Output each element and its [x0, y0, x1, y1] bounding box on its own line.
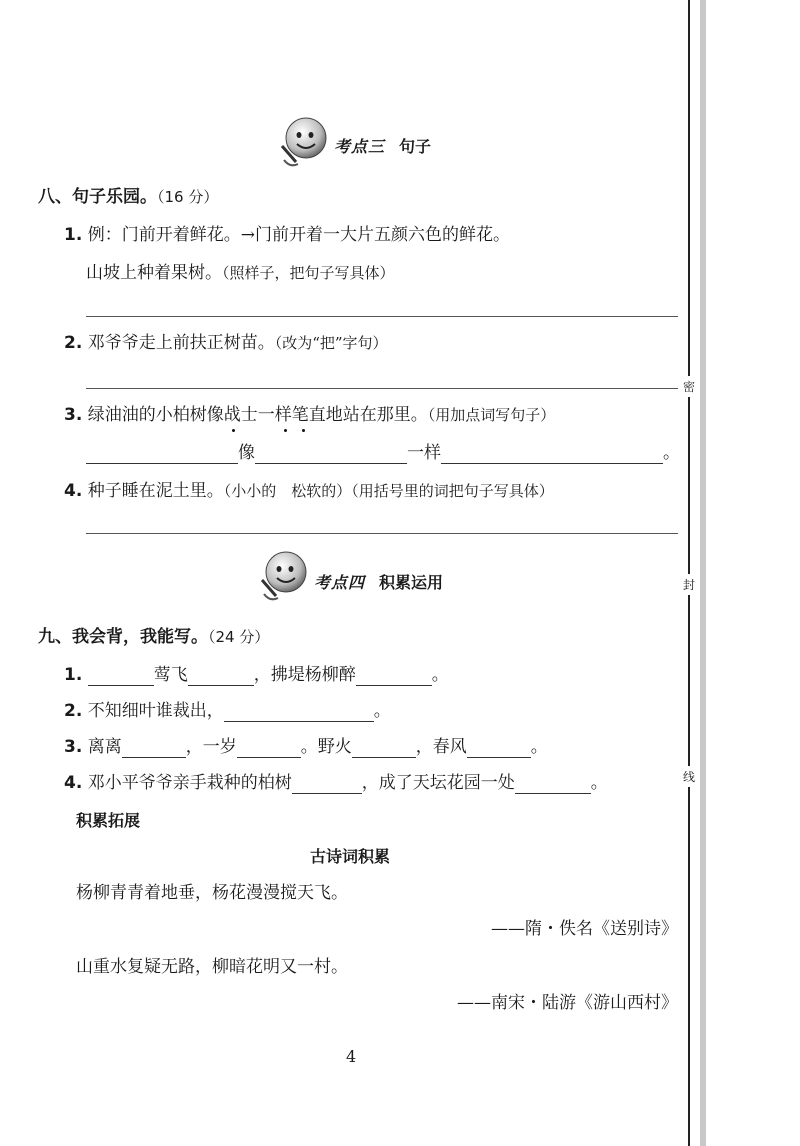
mascot-icon-section3	[274, 116, 330, 172]
section-title-3	[334, 134, 431, 157]
item-text: 绿油油的小柏树像战士一样笔直地站在那里。	[87, 405, 428, 425]
poem-2-source: ——南宋・陆游《游山西村》	[457, 993, 678, 1013]
q8-item3	[64, 404, 555, 426]
question-8-heading	[38, 186, 218, 208]
item-text: 。	[530, 737, 548, 757]
item-text: 山坡上种着果树。	[86, 263, 222, 283]
item-text: 离离	[87, 737, 122, 757]
answer-blank[interactable]	[255, 445, 407, 464]
poem-2-line: 山重水复疑无路，柳暗花明又一村。	[76, 957, 348, 977]
item-text: 。	[590, 773, 608, 793]
item-hint: （改为“把”字句）	[274, 334, 388, 352]
question-title: 八、句子乐园。	[38, 187, 157, 207]
item-text: 例：门前开着鲜花。→门前开着一大片五颜六色的鲜花。	[87, 225, 510, 245]
answer-blank[interactable]	[467, 739, 531, 758]
answer-line-q8-2[interactable]	[86, 388, 678, 389]
answer-line-q8-4[interactable]	[86, 533, 678, 534]
fill-word: 像	[238, 443, 255, 463]
section-title-text: 句子	[399, 137, 432, 156]
item-text: 。	[373, 701, 391, 721]
section-badge: 考点三	[334, 137, 386, 156]
extension-heading: 积累拓展	[76, 811, 141, 830]
item-text: 不知细叶谁裁出，	[87, 701, 224, 721]
item-hint: （照样子，把句子写具体）	[222, 264, 395, 282]
item-text: 莺飞	[153, 665, 188, 685]
emphasis-dot	[232, 429, 235, 432]
poem-1-source: ——隋・佚名《送别诗》	[491, 919, 678, 939]
item-number: 2.	[64, 701, 83, 721]
poem-1-line: 杨柳青青着地垂，杨花漫漫搅天飞。	[76, 883, 348, 903]
answer-blank[interactable]	[224, 703, 374, 722]
item-number: 3.	[64, 405, 83, 425]
section-title-text: 积累运用	[379, 573, 444, 592]
answer-blank[interactable]	[515, 775, 591, 794]
emphasis-dot	[302, 429, 305, 432]
q8-item3-fill	[86, 442, 680, 464]
item-text: ，成了天坛花园一处	[361, 773, 515, 793]
margin-mark-feng: 封	[683, 574, 695, 595]
section-badge: 考点四	[314, 573, 366, 592]
item-number: 4.	[64, 773, 83, 793]
section-title-4	[314, 570, 443, 593]
answer-blank[interactable]	[356, 667, 432, 686]
q8-item2	[64, 332, 388, 354]
item-number: 3.	[64, 737, 83, 757]
item-text: ，春风	[415, 737, 467, 757]
extension-title: 古诗词积累	[310, 847, 391, 866]
answer-blank[interactable]	[292, 775, 362, 794]
binding-margin-bar	[700, 0, 706, 1146]
margin-mark-mi: 密	[683, 376, 695, 397]
q9-item2	[64, 700, 391, 722]
q8-item1-line2	[86, 262, 395, 284]
item-hint: （小小的 松软的）（用括号里的词把句子写具体）	[223, 482, 554, 500]
item-hint: （用加点词写句子）	[427, 406, 556, 424]
item-text: ，一岁	[185, 737, 237, 757]
answer-blank[interactable]	[122, 739, 186, 758]
answer-blank[interactable]	[88, 667, 154, 686]
answer-blank[interactable]	[352, 739, 416, 758]
answer-blank[interactable]	[237, 739, 301, 758]
item-text: 。野火	[300, 737, 352, 757]
q8-item1-line1	[64, 224, 510, 246]
item-text: 。	[431, 665, 449, 685]
binding-margin-line	[688, 0, 690, 1146]
fill-end: 。	[663, 443, 680, 463]
page-number: 4	[346, 1047, 357, 1066]
emphasis-dot	[284, 429, 287, 432]
item-number: 2.	[64, 333, 83, 353]
question-title: 九、我会背，我能写。	[38, 627, 208, 647]
item-number: 4.	[64, 481, 83, 501]
item-text: 种子睡在泥土里。	[87, 481, 224, 501]
question-score: （24 分）	[208, 628, 270, 646]
answer-blank[interactable]	[441, 445, 663, 464]
question-score: （16 分）	[157, 188, 219, 206]
item-number: 1.	[64, 665, 83, 685]
mascot-icon-section4	[254, 550, 310, 606]
q9-item1	[64, 664, 449, 686]
answer-blank[interactable]	[86, 445, 238, 464]
item-text: 邓爷爷走上前扶正树苗。	[87, 333, 275, 353]
item-text: ，拂堤杨柳醉	[253, 665, 356, 685]
fill-word: 一样	[407, 443, 441, 463]
question-9-heading	[38, 626, 269, 648]
item-text: 邓小平爷爷亲手栽种的柏树	[87, 773, 292, 793]
q9-item3	[64, 736, 548, 758]
q9-item4	[64, 772, 608, 794]
item-number: 1.	[64, 225, 83, 245]
margin-mark-xian: 线	[683, 766, 695, 787]
answer-blank[interactable]	[188, 667, 254, 686]
answer-line-q8-1[interactable]	[86, 316, 678, 317]
q8-item4	[64, 480, 554, 502]
